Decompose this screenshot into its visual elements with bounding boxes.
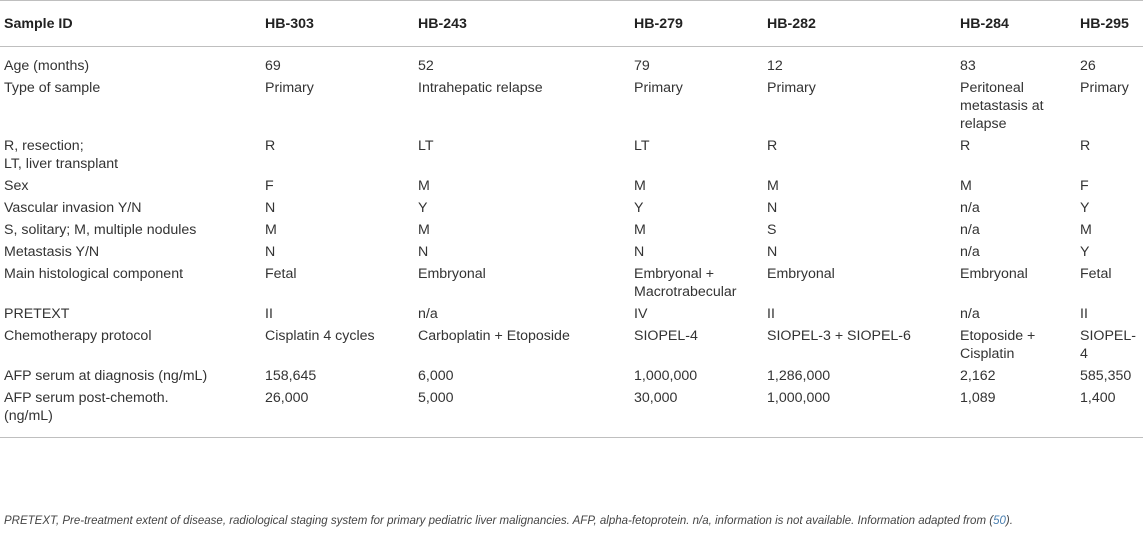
table-cell: n/a bbox=[418, 306, 438, 322]
table-cell: 12 bbox=[767, 58, 783, 74]
table-cell: 1,000,000 bbox=[763, 389, 956, 438]
header-row bbox=[0, 1, 1143, 47]
table-cell: Y bbox=[1080, 244, 1090, 260]
table-cell: Y bbox=[634, 200, 644, 216]
table-cell: M bbox=[265, 222, 277, 238]
table-cell: M bbox=[418, 178, 430, 194]
table-cell: 1,400 bbox=[1076, 389, 1143, 438]
table-cell: SIOPEL-4 bbox=[634, 328, 698, 344]
table-cell: Embryonal bbox=[767, 266, 835, 282]
table-cell: N bbox=[767, 244, 778, 260]
table-row bbox=[0, 243, 1143, 265]
row-label-cell: Age (months) bbox=[4, 58, 90, 74]
table-cell: SIOPEL-3 + SIOPEL-6 bbox=[767, 328, 911, 344]
table-cell: II bbox=[1080, 306, 1088, 322]
row-label-cell: Main histological component bbox=[4, 266, 184, 282]
column-header: HB-284 bbox=[956, 1, 1076, 47]
table-cell: 83 bbox=[960, 58, 976, 74]
table-row bbox=[0, 389, 1143, 438]
table-cell: LT bbox=[634, 138, 650, 154]
table-cell: 52 bbox=[418, 58, 434, 74]
table-cell: Primary bbox=[767, 80, 816, 96]
table-cell: 158,645 bbox=[265, 368, 317, 384]
row-label-cell: R, resection; LT, liver transplant bbox=[4, 138, 119, 172]
table-cell: II bbox=[767, 306, 775, 322]
table-cell: R bbox=[960, 138, 971, 154]
table-row bbox=[0, 79, 1143, 137]
table-cell: IV bbox=[634, 306, 648, 322]
table-cell: Primary bbox=[265, 80, 314, 96]
table-cell: LT bbox=[418, 138, 434, 154]
column-header: HB-295 bbox=[1076, 1, 1143, 47]
table-cell: Embryonal + Macrotrabecular bbox=[634, 266, 737, 300]
row-label-cell: PRETEXT bbox=[4, 306, 70, 322]
table-row bbox=[0, 327, 1143, 367]
table-cell: Fetal bbox=[265, 266, 297, 282]
table-cell: 6,000 bbox=[418, 368, 454, 384]
table-cell: F bbox=[1080, 178, 1089, 194]
table-row bbox=[0, 47, 1143, 80]
table-cell: Etoposide + Cisplatin bbox=[960, 328, 1036, 362]
column-header: HB-303 bbox=[261, 1, 414, 47]
table-cell: N bbox=[265, 200, 276, 216]
table-cell: 30,000 bbox=[630, 389, 763, 438]
row-label-cell: AFP serum post-chemoth. (ng/mL) bbox=[0, 389, 261, 438]
table-cell: Primary bbox=[1080, 80, 1129, 96]
row-label-cell: Type of sample bbox=[4, 80, 101, 96]
table-cell: Y bbox=[418, 200, 428, 216]
table-cell: Primary bbox=[634, 80, 683, 96]
table-cell: F bbox=[265, 178, 274, 194]
table-row bbox=[0, 137, 1143, 177]
table-cell: M bbox=[960, 178, 972, 194]
footnote-text: PRETEXT, Pre-treatment extent of disease, radiological staging system for primary pediatric liver malignancies. AFP, alpha-fetoprotein. n/a, information is not available. Information adapted from ( bbox=[4, 515, 994, 527]
column-header: HB-243 bbox=[414, 1, 630, 47]
column-header: HB-279 bbox=[630, 1, 763, 47]
table-cell: n/a bbox=[960, 200, 980, 216]
table-cell: 1,089 bbox=[956, 389, 1076, 438]
table-cell: 1,286,000 bbox=[767, 368, 831, 384]
table-cell: S bbox=[767, 222, 777, 238]
table-cell: Fetal bbox=[1080, 266, 1112, 282]
row-label-cell: S, solitary; M, multiple nodules bbox=[4, 222, 197, 238]
table-cell: R bbox=[265, 138, 276, 154]
table-cell: SIOPEL-4 bbox=[1080, 328, 1136, 362]
table-row bbox=[0, 367, 1143, 389]
row-label-cell: Metastasis Y/N bbox=[4, 244, 100, 260]
table-cell: M bbox=[634, 222, 646, 238]
table-cell: N bbox=[634, 244, 645, 260]
row-label-cell: AFP serum at diagnosis (ng/mL) bbox=[4, 368, 208, 384]
row-label-cell: Chemotherapy protocol bbox=[4, 328, 152, 344]
table-cell: M bbox=[767, 178, 779, 194]
column-header: HB-282 bbox=[763, 1, 956, 47]
table-cell: 1,000,000 bbox=[634, 368, 698, 384]
table-cell: R bbox=[767, 138, 778, 154]
table-cell: 79 bbox=[634, 58, 650, 74]
table-cell: n/a bbox=[960, 222, 980, 238]
table-row bbox=[0, 221, 1143, 243]
footnote-tail: ). bbox=[1005, 515, 1013, 527]
table-cell: Embryonal bbox=[418, 266, 486, 282]
citation-link[interactable]: 50 bbox=[993, 515, 1006, 527]
table-cell: 26,000 bbox=[261, 389, 414, 438]
table-cell: M bbox=[1080, 222, 1092, 238]
table-cell: 26 bbox=[1080, 58, 1096, 74]
table-cell: 69 bbox=[265, 58, 281, 74]
table-row bbox=[0, 265, 1143, 305]
table-cell: N bbox=[767, 200, 778, 216]
table-body bbox=[0, 47, 1143, 438]
table-cell: Intrahepatic relapse bbox=[418, 80, 543, 96]
table-cell: 585,350 bbox=[1080, 368, 1132, 384]
table-cell: Peritoneal metastasis at relapse bbox=[960, 80, 1044, 132]
table-row bbox=[0, 199, 1143, 221]
table-cell: 5,000 bbox=[414, 389, 630, 438]
table-cell: n/a bbox=[960, 244, 980, 260]
table-cell: M bbox=[418, 222, 430, 238]
table-cell: Y bbox=[1080, 200, 1090, 216]
table-cell: R bbox=[1080, 138, 1091, 154]
row-label-cell: Sex bbox=[4, 178, 29, 194]
table-cell: N bbox=[418, 244, 429, 260]
table-cell: Embryonal bbox=[960, 266, 1028, 282]
table-cell: n/a bbox=[960, 306, 980, 322]
table-row bbox=[0, 305, 1143, 327]
table-cell: Cisplatin 4 cycles bbox=[265, 328, 375, 344]
table-cell: N bbox=[265, 244, 276, 260]
row-label-cell: Vascular invasion Y/N bbox=[4, 200, 142, 216]
table-cell: M bbox=[634, 178, 646, 194]
table-cell: 2,162 bbox=[960, 368, 996, 384]
column-header: Sample ID bbox=[0, 1, 261, 47]
table-row bbox=[0, 177, 1143, 199]
table-footnote bbox=[4, 513, 1139, 530]
table-cell: Carboplatin + Etoposide bbox=[418, 328, 570, 344]
table-cell: II bbox=[265, 306, 273, 322]
